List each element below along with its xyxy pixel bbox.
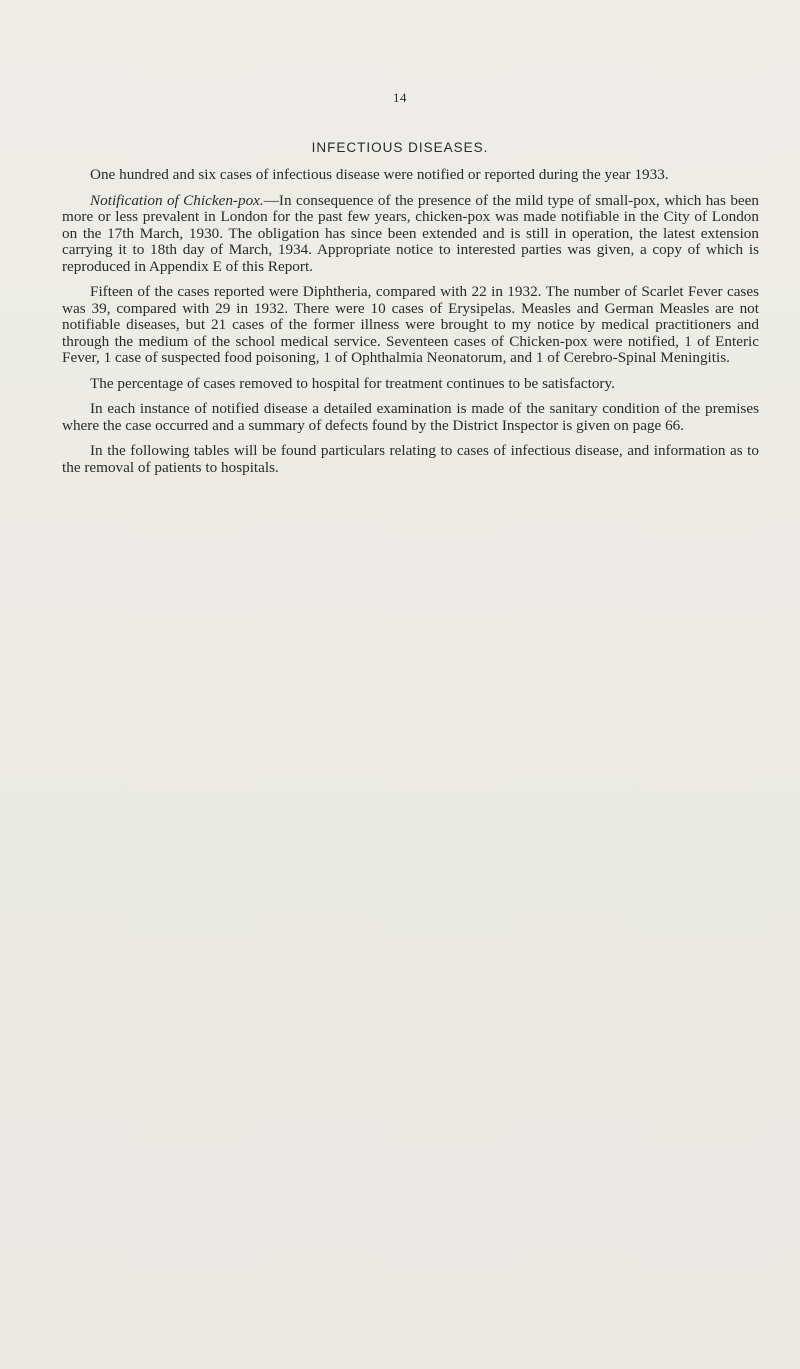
paragraph-following-tables (62, 443, 759, 476)
paragraph-case-counts (62, 284, 759, 367)
body-text (62, 167, 759, 485)
paragraph-hospital-removal-text: The percentage of cases removed to hospital for treatment continues to be satisfactory. (90, 374, 615, 392)
paragraph-case-counts-text: Fifteen of the cases reported were Diphtheria, compared with 22 in 1932. The number of Scarlet Fever cases was 39, compared with 29 in 1932. There were 10 cases of Erysipelas. Measles and German Measles are not notifiable diseases, but 21 cases of the former illness were brought to my notice by medical practitioners and through the medium of the school medical service. Seventeen cases of Chicken-pox were notified, 1 of Enteric Fever, 1 case of suspected food poisoning, 1 of Ophthalmia Neonatorum, and 1 of Cerebro-Spinal Meningitis. (62, 283, 759, 366)
paragraph-following-tables-text: In the following tables will be found particulars relating to cases of infectious disease, and information as to the removal of patients to hospitals. (62, 442, 759, 476)
section-heading: INFECTIOUS DISEASES. (311, 140, 489, 155)
paragraph-chicken-pox (62, 193, 759, 276)
paragraph-sanitary-examination-text: In each instance of notified disease a detailed examination is made of the sanitary condition of the premises where the case occurred and a summary of defects found by the District Inspector is given on page 66. (62, 400, 759, 434)
paragraph-chicken-pox-text: —In consequence of the presence of the mild type of small-pox, which has been more or less prevalent in London for the past few years, chicken-pox was made notifiable in the City of London on the 17th March, 1930. The obligation has since been extended and is still in operation, the latest extension carrying it to 18th day of March, 1934. Appropriate notice to interested parties was given, a copy of which is reproduced in Appendix E of this Report. (62, 191, 760, 275)
paragraph-intro-text: One hundred and six cases of infectious disease were notified or reported during the year 1933. (90, 166, 669, 183)
paragraph-sanitary-examination (62, 401, 759, 434)
paragraph-intro (62, 167, 759, 184)
paragraph-hospital-removal (62, 376, 759, 393)
chicken-pox-lead: Notification of Chicken-pox. (90, 191, 264, 209)
page-number: 14 (393, 90, 407, 105)
